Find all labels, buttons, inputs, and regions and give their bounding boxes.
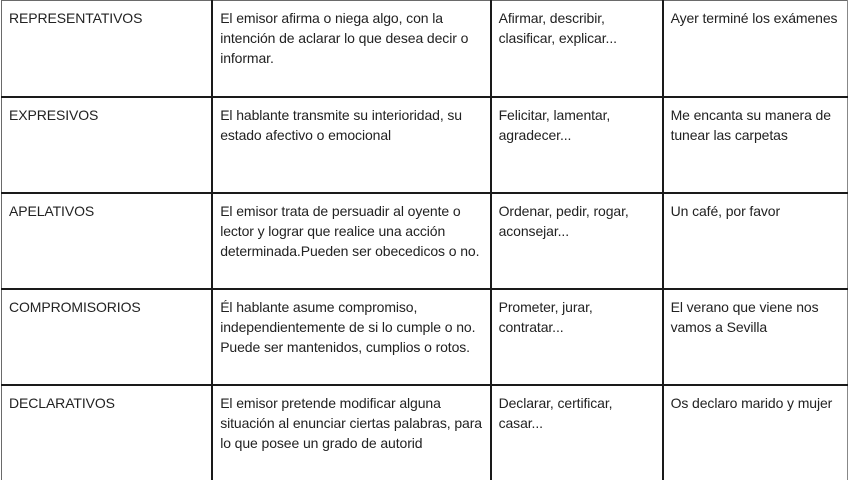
cell-verbs[interactable]: Ordenar, pedir, rogar, aconsejar... (491, 193, 663, 289)
table-row (2, 193, 848, 289)
cell-type[interactable]: EXPRESIVOS (2, 97, 213, 193)
cell-type[interactable]: DECLARATIVOS (2, 385, 213, 480)
cell-description[interactable]: Él hablante asume compromiso, independientemente de si lo cumple o no. Puede ser mantenidos, cumplios o rotos. (212, 289, 490, 385)
cell-example[interactable]: Ayer terminé los exámenes (663, 1, 848, 98)
cell-verbs[interactable]: Declarar, certificar, casar... (491, 385, 663, 480)
cell-verbs[interactable]: Felicitar, lamentar, agradecer... (491, 97, 663, 193)
cell-description[interactable]: El emisor pretende modificar alguna situación al enunciar ciertas palabras, para lo que posee un grado de autorid (212, 385, 490, 480)
cell-example[interactable]: El verano que viene nos vamos a Sevilla (663, 289, 848, 385)
cell-description[interactable]: El hablante transmite su interioridad, su estado afectivo o emocional (212, 97, 490, 193)
table-row (2, 289, 848, 385)
cell-description[interactable]: El emisor afirma o niega algo, con la intención de aclarar lo que desea decir o informar. (212, 1, 490, 98)
cell-verbs[interactable]: Afirmar, describir, clasificar, explicar... (491, 1, 663, 98)
table-row (2, 385, 848, 480)
speech-acts-table (1, 0, 848, 480)
cell-example[interactable]: Me encanta su manera de tunear las carpetas (663, 97, 848, 193)
table-row (2, 1, 848, 98)
cell-description[interactable]: El emisor trata de persuadir al oyente o lector y lograr que realice una acción determinada.Pueden ser obecedicos o no. (212, 193, 490, 289)
cell-type[interactable]: COMPROMISORIOS (2, 289, 213, 385)
table-row (2, 97, 848, 193)
cell-example[interactable]: Un café, por favor (663, 193, 848, 289)
cell-verbs[interactable]: Prometer, jurar, contratar... (491, 289, 663, 385)
cell-example[interactable]: Os declaro marido y mujer (663, 385, 848, 480)
cell-type[interactable]: REPRESENTATIVOS (2, 1, 213, 98)
cell-type[interactable]: APELATIVOS (2, 193, 213, 289)
